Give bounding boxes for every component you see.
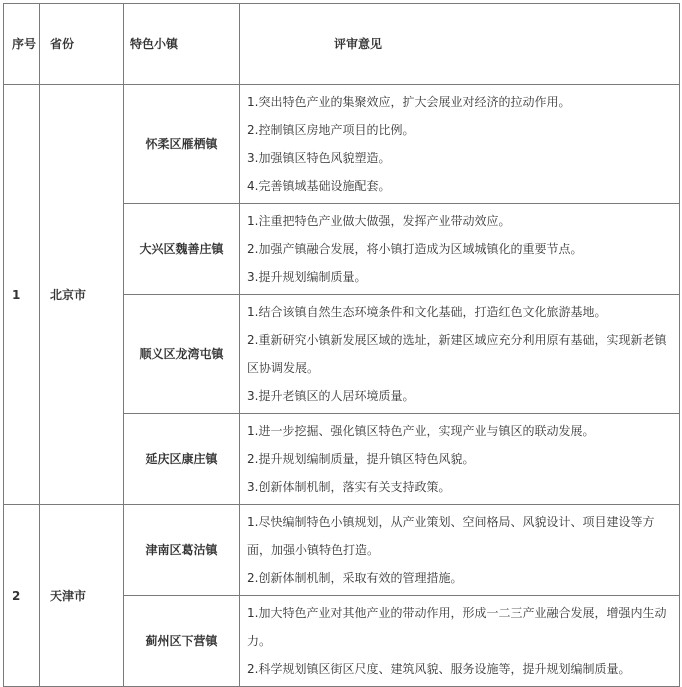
- header-province: 省份: [40, 4, 124, 85]
- opinion-item: 2.加强产镇融合发展，将小镇打造成为区域城镇化的重要节点。: [247, 242, 583, 256]
- opinion-item: 1.结合该镇自然生态环境条件和文化基础，打造红色文化旅游基地。: [247, 305, 607, 319]
- town-cell: 延庆区康庄镇: [124, 414, 240, 505]
- opinion-item: 1.尽快编制特色小镇规划，从产业策划、空间格局、风貌设计、项目建设等方面，加强小镇特色打造。: [247, 515, 655, 557]
- opinion-cell: [240, 85, 680, 204]
- header-opinion: 评审意见: [240, 4, 680, 85]
- row-number: 2: [4, 505, 40, 687]
- row-number: 1: [4, 85, 40, 505]
- opinion-item: 3.提升规划编制质量。: [247, 270, 367, 284]
- opinion-cell: [240, 505, 680, 596]
- review-table: [3, 3, 680, 687]
- province-cell: 北京市: [40, 85, 124, 505]
- header-no: 序号: [4, 4, 40, 85]
- town-cell: 顺义区龙湾屯镇: [124, 295, 240, 414]
- opinion-item: 3.加强镇区特色风貌塑造。: [247, 151, 391, 165]
- opinion-cell: [240, 295, 680, 414]
- opinion-item: 3.提升老镇区的人居环境质量。: [247, 389, 415, 403]
- opinion-item: 2.科学规划镇区街区尺度、建筑风貌、服务设施等，提升规划编制质量。: [247, 662, 631, 676]
- opinion-item: 1.注重把特色产业做大做强，发挥产业带动效应。: [247, 214, 511, 228]
- opinion-item: 1.加大特色产业对其他产业的带动作用，形成一二三产业融合发展，增强内生动力。: [247, 606, 667, 648]
- opinion-cell: [240, 414, 680, 505]
- header-row: [4, 4, 680, 85]
- opinion-item: 2.提升规划编制质量，提升镇区特色风貌。: [247, 452, 475, 466]
- table-row: [4, 85, 680, 204]
- opinion-cell: [240, 204, 680, 295]
- opinion-item: 1.进一步挖掘、强化镇区特色产业，实现产业与镇区的联动发展。: [247, 424, 595, 438]
- opinion-item: 2.重新研究小镇新发展区域的选址，新建区域应充分利用原有基础，实现新老镇区协调发展。: [247, 333, 667, 375]
- opinion-item: 1.突出特色产业的集聚效应，扩大会展业对经济的拉动作用。: [247, 95, 571, 109]
- province-cell: 天津市: [40, 505, 124, 687]
- opinion-item: 2.控制镇区房地产项目的比例。: [247, 123, 415, 137]
- opinion-cell: [240, 596, 680, 687]
- opinion-item: 3.创新体制机制，落实有关支持政策。: [247, 480, 451, 494]
- opinion-item: 4.完善镇域基础设施配套。: [247, 179, 391, 193]
- town-cell: 津南区葛沽镇: [124, 505, 240, 596]
- town-cell: 大兴区魏善庄镇: [124, 204, 240, 295]
- town-cell: 怀柔区雁栖镇: [124, 85, 240, 204]
- town-cell: 蓟州区下营镇: [124, 596, 240, 687]
- header-town: 特色小镇: [124, 4, 240, 85]
- opinion-item: 2.创新体制机制，采取有效的管理措施。: [247, 571, 463, 585]
- table-row: [4, 505, 680, 596]
